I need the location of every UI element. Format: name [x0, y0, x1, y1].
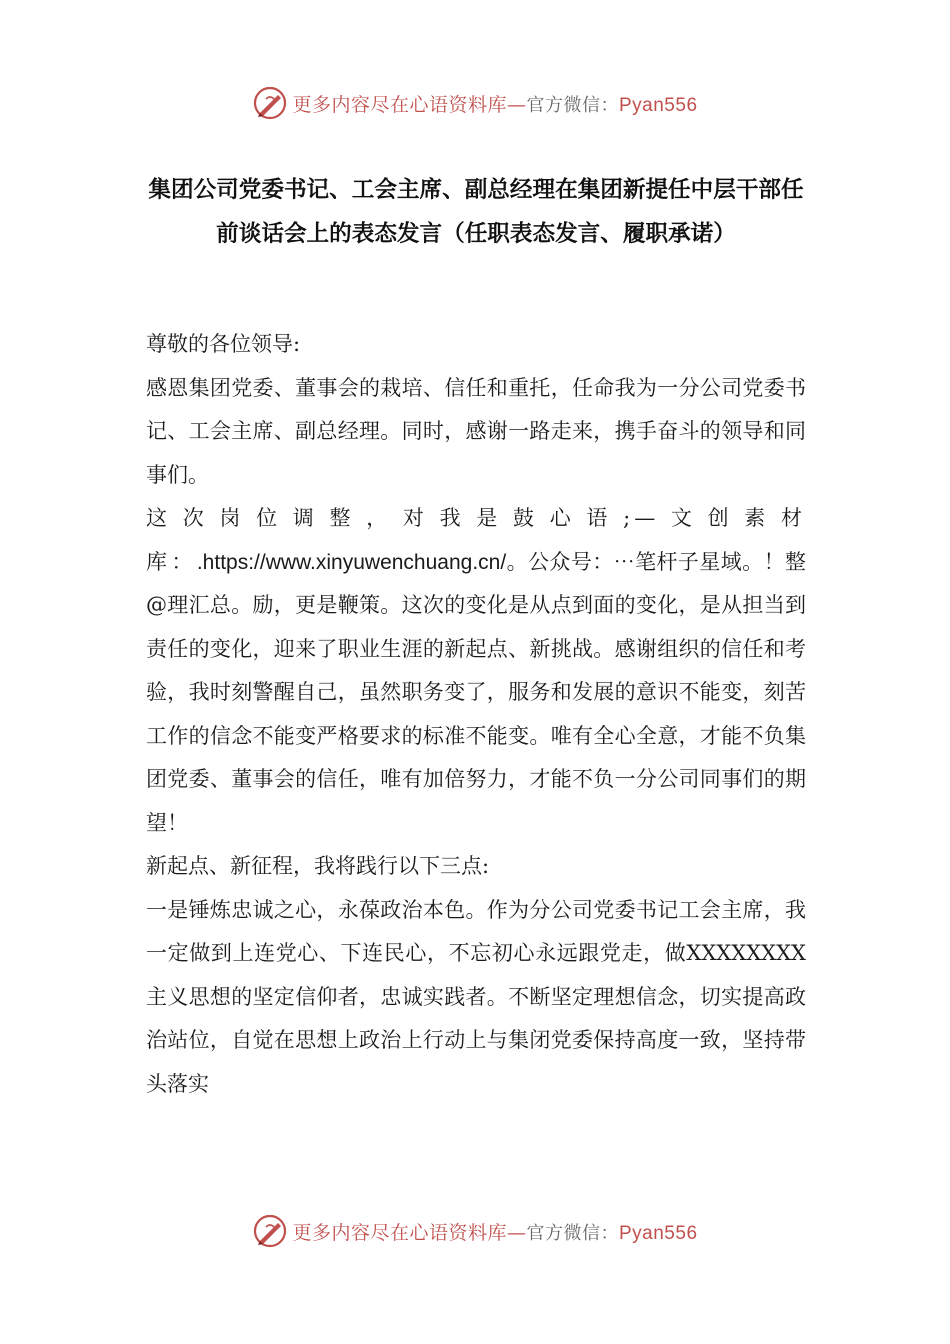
- footer-banner-text: [292, 1218, 697, 1245]
- banner-slogan: 更多内容尽在心语资料库: [292, 93, 507, 116]
- paragraph-gratitude: 感恩集团党委、董事会的栽培、信任和重托，任命我为一分公司党委书记、工会主席、副总经理。同时，感谢一路走来，携手奋斗的领导和同事们。: [146, 375, 806, 487]
- paragraph-position-change: [146, 497, 806, 845]
- footer-banner: [0, 1208, 950, 1254]
- footer-wechat-id: Pyan556: [619, 1222, 698, 1244]
- footer-dash: —: [507, 1221, 527, 1244]
- banner-dash: —: [507, 93, 527, 116]
- watermark-url: .https://www.xinyuwenchuang.cn/: [196, 550, 507, 574]
- footer-wechat-label: 官方微信：: [526, 1222, 619, 1244]
- document-title: 集团公司党委书记、工会主席、副总经理在集团新提任中层干部任前谈话会上的表态发言（任职表态发言、履职承诺）: [148, 177, 804, 247]
- banner-wechat-id: Pyan556: [619, 94, 698, 116]
- banner-text: [292, 90, 697, 117]
- paragraph-position-change-rest: 。公众号：⋯笔杆子星域。！整@理汇总。励，更是鞭策。这次的变化是从点到面的变化，是从担当到责任的变化，迎来了职业生涯的新起点、新挑战。感谢组织的信任和考验，我时刻警醒自己，虽然职务变了，服务和发展的意识不能变，刻苦工作的信念不能变严格要求的标准不能变。唯有全心全意，才能不负集团党委、董事会的信任，唯有加倍努力，才能不负一分公司同事们的期望！: [146, 549, 807, 835]
- paragraph-position-change-lead: 这次岗位调整，对我是鼓心语;—文创素材库：: [146, 506, 806, 574]
- pen-logo-icon: [252, 1213, 288, 1249]
- salutation: 尊敬的各位领导:: [146, 332, 301, 356]
- header-banner: [0, 80, 950, 126]
- paragraph-three-points-intro: 新起点、新征程，我将践行以下三点:: [146, 854, 490, 878]
- document-body: [146, 323, 806, 1106]
- pen-logo-icon: [252, 85, 288, 121]
- banner-wechat-label: 官方微信：: [526, 94, 619, 116]
- paragraph-point-one: 一是锤炼忠诚之心，永葆政治本色。作为分公司党委书记工会主席，我一定做到上连党心、下连民心，不忘初心永远跟党走，做XXXXXXXX主义思想的坚定信仰者，忠诚实践者。不断坚定理想信念，切实提高政治站位，自觉在思想上政治上行动上与集闭党委保持高度一致，坚持带头落实: [146, 897, 806, 1096]
- footer-slogan: 更多内容尽在心语资料库: [292, 1221, 507, 1244]
